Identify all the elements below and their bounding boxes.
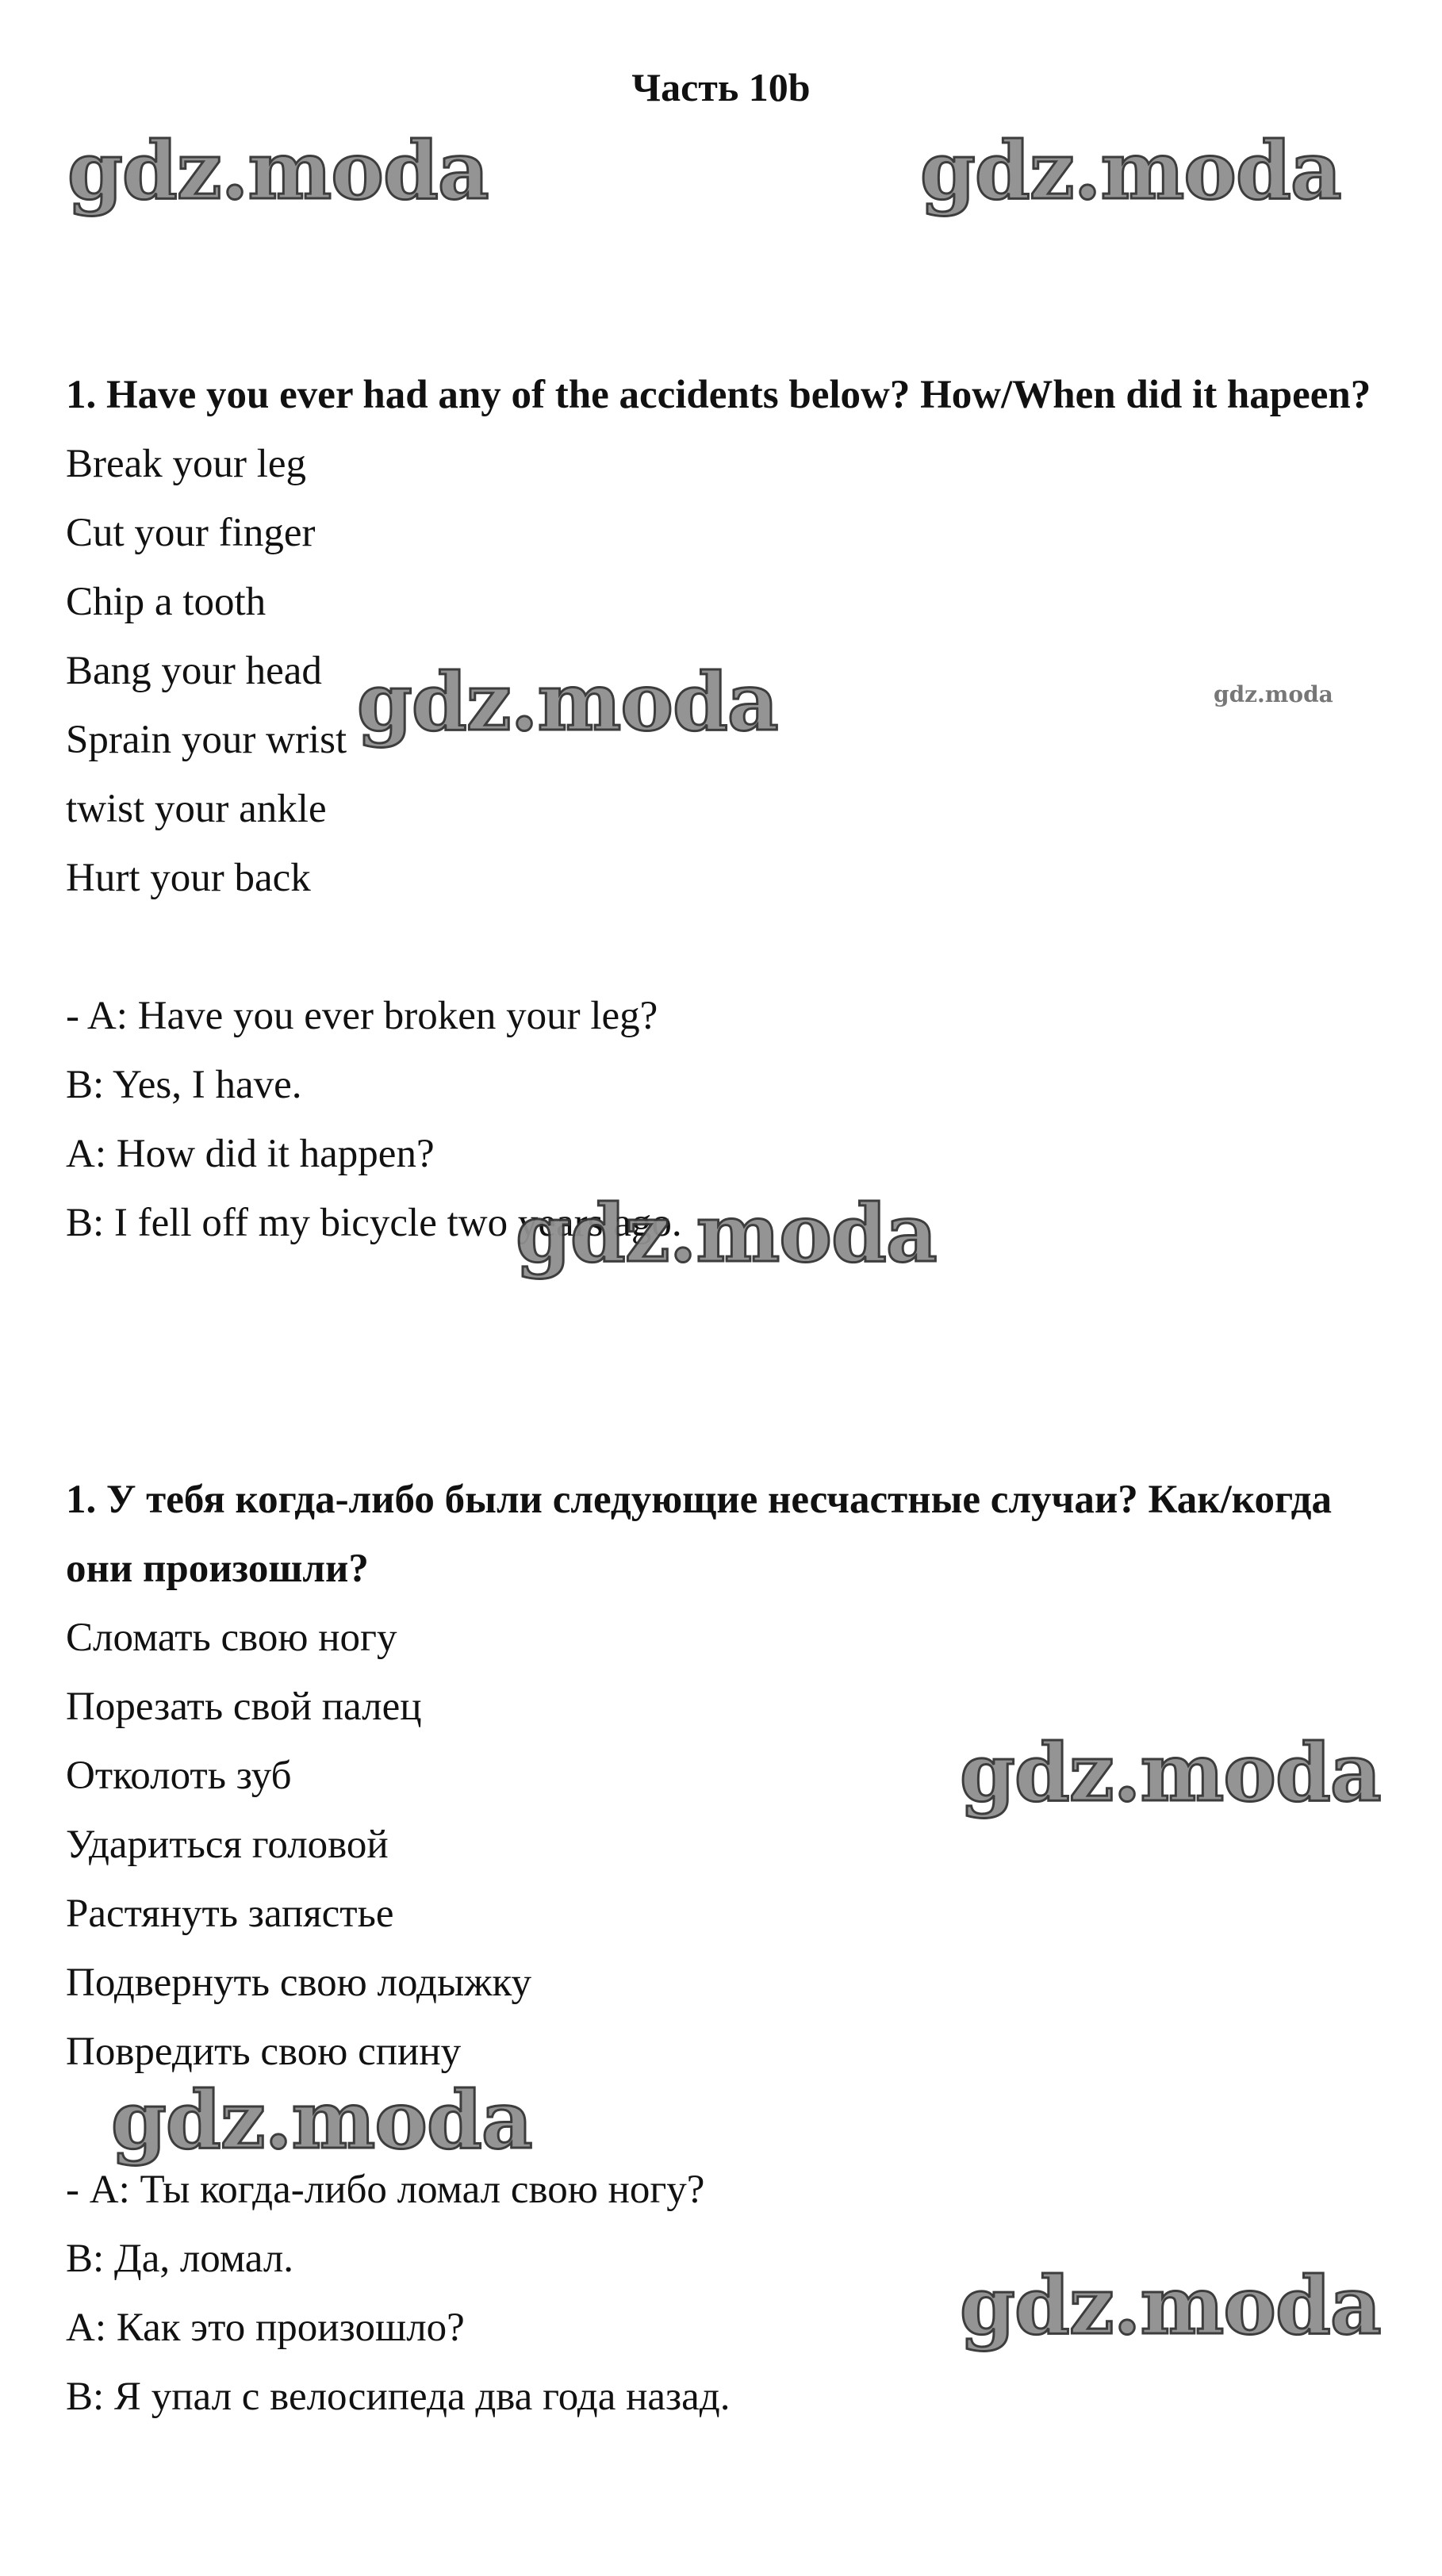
- watermark-logo: gdz.moda: [920, 124, 1341, 217]
- english-item-chip-tooth: Chip a tooth: [66, 580, 267, 624]
- english-item-hurt-back: Hurt your back: [66, 856, 311, 900]
- english-item-twist-ankle: twist your ankle: [66, 787, 327, 831]
- watermark-logo: gdz.moda: [357, 655, 778, 749]
- russian-dialogue-line: А: Как это произошло?: [66, 2306, 465, 2350]
- english-item-sprain-wrist: Sprain your wrist: [66, 718, 347, 762]
- watermark-logo: gdz.moda: [111, 2073, 532, 2167]
- watermark-logo: gdz.moda: [960, 1726, 1381, 1819]
- russian-question: 1. У тебя когда-либо были следующие несчастные случаи? Как/когда они произошли?: [66, 1478, 1332, 1591]
- page-title: Часть 10b: [631, 65, 811, 109]
- russian-item: Сломать свою ногу: [66, 1616, 397, 1660]
- watermark-logo: gdz.moda: [67, 124, 489, 217]
- english-dialogue-line: B: I fell off my bicycle two years ago.: [66, 1201, 682, 1245]
- russian-item: Растянуть запястье: [66, 1892, 394, 1936]
- spacer: [66, 913, 1398, 982]
- english-item-bang-head: Bang your head: [66, 649, 322, 693]
- watermark-logo-small: gdz.moda: [1214, 681, 1333, 707]
- english-dialogue-line: - A: Have you ever broken your leg?: [66, 994, 658, 1038]
- russian-dialogue-line: В: Я упал с велосипеда два года назад.: [66, 2375, 731, 2419]
- russian-item: Повредить свою спину: [66, 2030, 462, 2074]
- russian-item: Удариться головой: [66, 1823, 389, 1867]
- english-item-cut-finger: Cut your finger: [66, 511, 316, 555]
- russian-item: Подвернуть свою лодыжку: [66, 1961, 532, 2005]
- russian-item: Порезать свой палец: [66, 1685, 422, 1729]
- watermark-logo: gdz.moda: [960, 2259, 1381, 2352]
- english-question: 1. Have you ever had any of the accidents below? How/When did it hapeen?: [66, 373, 1371, 417]
- english-dialogue-line: A: How did it happen?: [66, 1132, 435, 1176]
- russian-item: Отколоть зуб: [66, 1754, 292, 1798]
- english-dialogue-line: B: Yes, I have.: [66, 1063, 302, 1107]
- english-item-break-leg: Break your leg: [66, 442, 307, 486]
- watermark-logo: gdz.moda: [516, 1186, 937, 1280]
- russian-dialogue-line: В: Да, ломал.: [66, 2237, 294, 2281]
- english-section: [66, 361, 1398, 1258]
- russian-dialogue-line: - А: Ты когда-либо ломал свою ногу?: [66, 2168, 705, 2212]
